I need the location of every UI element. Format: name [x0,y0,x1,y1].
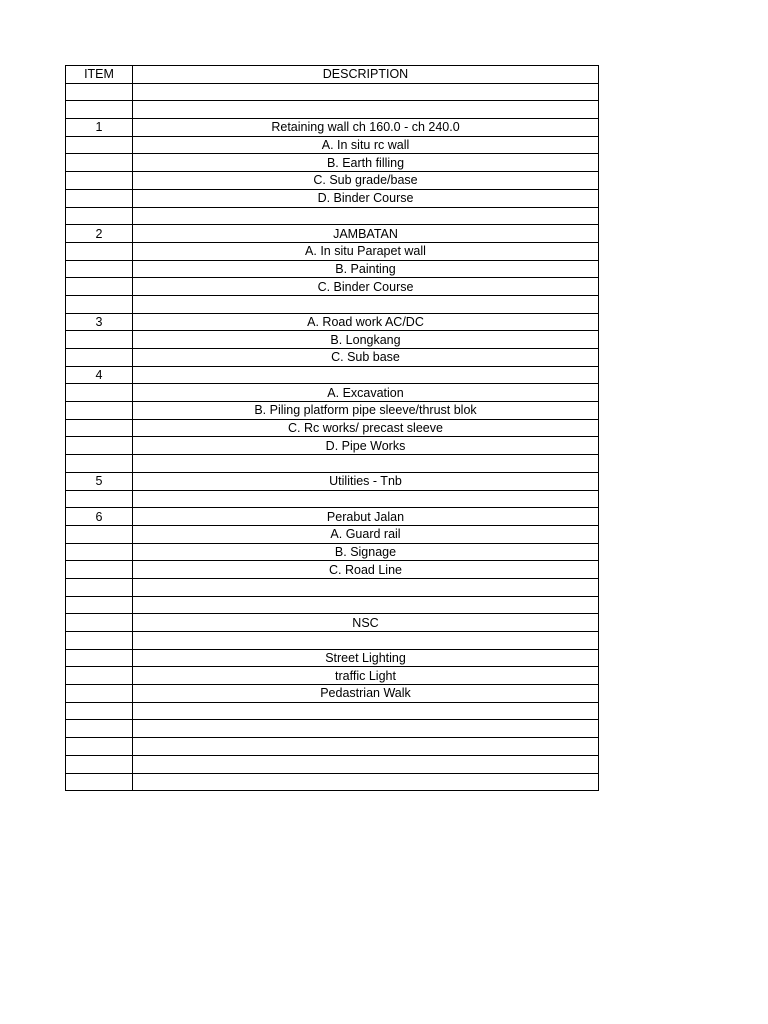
table-row [66,702,599,720]
table-row [66,419,599,437]
description-cell [133,720,599,738]
item-cell: 1 [66,119,133,137]
table-row [66,649,599,667]
description-cell: B. Longkang [133,331,599,349]
item-cell [66,278,133,296]
item-cell [66,101,133,119]
table-row [66,402,599,420]
items-table [65,65,599,791]
description-cell: JAMBATAN [133,225,599,243]
description-cell [133,702,599,720]
item-cell [66,83,133,101]
table-row [66,331,599,349]
description-cell [133,455,599,473]
description-cell [133,101,599,119]
table-row [66,685,599,703]
table-row [66,189,599,207]
description-cell [133,632,599,650]
item-cell [66,136,133,154]
table-row [66,525,599,543]
description-cell: Retaining wall ch 160.0 - ch 240.0 [133,119,599,137]
item-cell [66,384,133,402]
description-cell [133,596,599,614]
item-cell [66,242,133,260]
item-cell [66,578,133,596]
description-cell: A. Excavation [133,384,599,402]
item-cell [66,154,133,172]
item-cell [66,331,133,349]
description-cell: B. Signage [133,543,599,561]
item-cell: 5 [66,472,133,490]
table-row [66,260,599,278]
table-row [66,667,599,685]
item-cell [66,455,133,473]
description-cell [133,755,599,773]
description-cell: B. Piling platform pipe sleeve/thrust blok [133,402,599,420]
description-cell: traffic Light [133,667,599,685]
table-row [66,508,599,526]
table-row [66,755,599,773]
table-row [66,773,599,791]
item-cell [66,295,133,313]
description-cell: C. Rc works/ precast sleeve [133,419,599,437]
item-cell: 4 [66,366,133,384]
item-cell: 6 [66,508,133,526]
table-body [66,83,599,791]
table-row [66,83,599,101]
item-cell [66,702,133,720]
table-row [66,578,599,596]
description-cell [133,83,599,101]
table-row [66,101,599,119]
description-cell: D. Pipe Works [133,437,599,455]
item-cell: 3 [66,313,133,331]
description-cell: A. Guard rail [133,525,599,543]
description-cell [133,207,599,225]
item-cell [66,207,133,225]
table-row [66,384,599,402]
description-cell: B. Painting [133,260,599,278]
item-cell [66,632,133,650]
item-cell [66,614,133,632]
table-row [66,455,599,473]
description-cell: Perabut Jalan [133,508,599,526]
table-row [66,295,599,313]
description-cell: C. Sub grade/base [133,172,599,190]
description-cell: Utilities - Tnb [133,472,599,490]
table-row [66,738,599,756]
description-column-header: DESCRIPTION [133,66,599,84]
table-row [66,172,599,190]
item-cell [66,667,133,685]
description-cell: Street Lighting [133,649,599,667]
description-cell: Pedastrian Walk [133,685,599,703]
item-cell [66,755,133,773]
table-row [66,543,599,561]
item-cell [66,720,133,738]
description-cell: C. Sub base [133,349,599,367]
header-row [66,66,599,84]
description-cell [133,578,599,596]
description-cell: A. Road work AC/DC [133,313,599,331]
item-cell [66,649,133,667]
description-cell [133,773,599,791]
description-cell [133,366,599,384]
item-cell [66,738,133,756]
table-row [66,437,599,455]
item-column-header: ITEM [66,66,133,84]
table-row [66,614,599,632]
item-cell [66,543,133,561]
description-cell [133,295,599,313]
item-cell [66,419,133,437]
table-row [66,632,599,650]
table-row [66,720,599,738]
table-row [66,242,599,260]
item-cell [66,402,133,420]
table-row [66,596,599,614]
item-cell [66,189,133,207]
item-cell [66,773,133,791]
item-cell [66,260,133,278]
description-cell: D. Binder Course [133,189,599,207]
item-cell [66,561,133,579]
item-cell [66,596,133,614]
description-cell: C. Road Line [133,561,599,579]
table-row [66,136,599,154]
table-row [66,561,599,579]
table-row [66,119,599,137]
description-cell [133,738,599,756]
description-cell: B. Earth filling [133,154,599,172]
item-cell [66,349,133,367]
table-row [66,207,599,225]
table-row [66,472,599,490]
description-cell: A. In situ Parapet wall [133,242,599,260]
description-cell [133,490,599,508]
description-cell: C. Binder Course [133,278,599,296]
table-row [66,490,599,508]
table-row [66,225,599,243]
description-cell: A. In situ rc wall [133,136,599,154]
description-cell: NSC [133,614,599,632]
item-cell [66,172,133,190]
item-cell: 2 [66,225,133,243]
item-cell [66,685,133,703]
table-row [66,349,599,367]
item-cell [66,437,133,455]
table-row [66,313,599,331]
item-cell [66,525,133,543]
table-row [66,154,599,172]
table-row [66,278,599,296]
item-cell [66,490,133,508]
table-row [66,366,599,384]
